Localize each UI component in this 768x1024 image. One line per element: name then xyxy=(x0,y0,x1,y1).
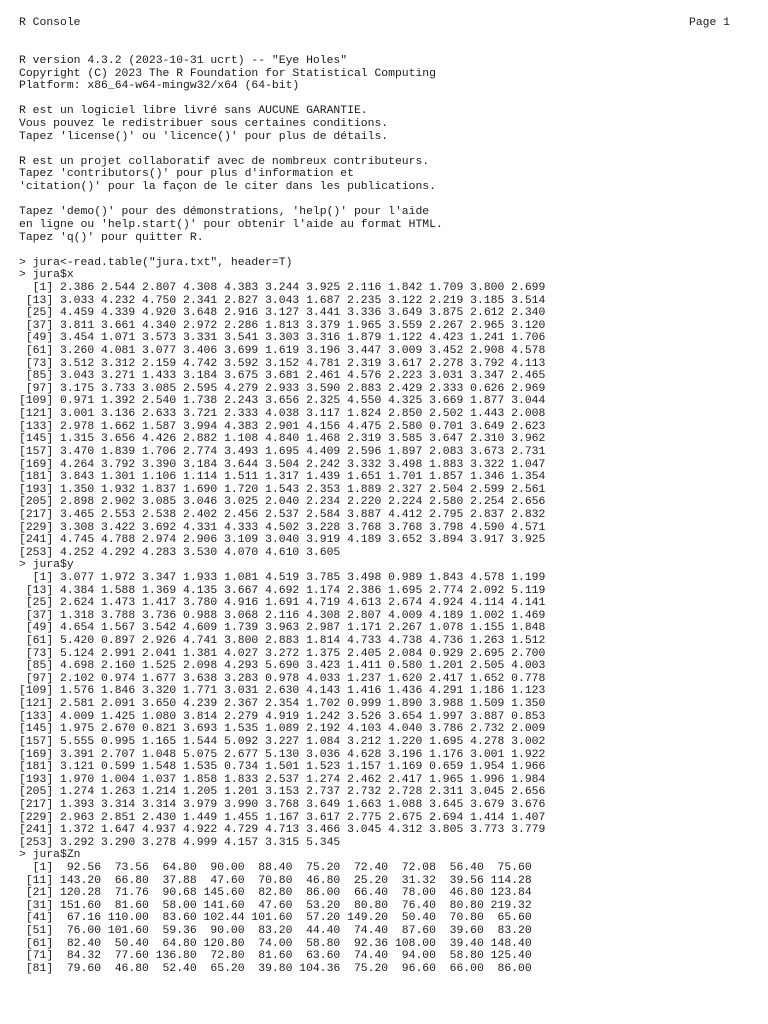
console-line: [169] 3.391 2.707 1.048 5.075 2.677 5.130 3.036 4.628 3.196 1.176 3.001 1.922 xyxy=(19,748,546,761)
console-line xyxy=(19,194,749,207)
console-line: [133] 2.978 1.662 1.587 3.994 4.383 2.901 4.156 4.475 2.580 0.701 3.649 2.623 xyxy=(19,420,546,433)
console-line: [253] 4.252 4.292 4.283 3.530 4.070 4.610 3.605 xyxy=(19,546,341,559)
console-line: [205] 2.898 2.902 3.085 3.046 3.025 2.040 2.234 2.220 2.224 2.580 2.254 2.656 xyxy=(19,496,546,509)
console-line: [217] 3.465 2.553 2.538 2.402 2.456 2.537 2.584 3.887 4.412 2.795 2.837 2.832 xyxy=(19,508,546,521)
console-line: Vous pouvez le redistribuer sous certaines conditions. xyxy=(19,118,389,131)
console-line: [49] 4.654 1.567 3.542 4.609 1.739 3.963 2.987 1.171 2.267 1.078 1.155 1.848 xyxy=(19,622,546,635)
console-line: [49] 3.454 1.071 3.573 3.331 3.541 3.303 3.316 1.879 1.122 4.423 1.241 1.706 xyxy=(19,332,546,345)
console-line: Copyright (C) 2023 The R Foundation for Statistical Computing xyxy=(19,67,436,80)
console-line: Tapez 'contributors()' pour plus d'information et xyxy=(19,168,354,181)
console-line: [41] 67.16 110.00 83.60 102.44 101.60 57.20 149.20 50.40 70.80 65.60 xyxy=(19,912,532,925)
console-line: [193] 1.350 1.932 1.837 1.690 1.720 1.543 2.353 1.889 2.327 2.504 2.599 2.561 xyxy=(19,483,546,496)
console-line: [13] 4.384 1.588 1.369 4.135 3.667 4.692 1.174 2.386 1.695 2.774 2.092 5.119 xyxy=(19,584,546,597)
page-header xyxy=(19,16,730,30)
console-line: [181] 3.843 1.301 1.106 1.114 1.511 1.317 1.439 1.651 1.701 1.857 1.346 1.354 xyxy=(19,471,546,484)
console-line: [81] 79.60 46.80 52.40 65.20 39.80 104.36 75.20 96.60 66.00 86.00 xyxy=(19,962,532,975)
console-line: [205] 1.274 1.263 1.214 1.205 1.201 3.153 2.737 2.732 2.728 2.311 3.045 2.656 xyxy=(19,786,546,799)
console-line: Platform: x86_64-w64-mingw32/x64 (64-bit) xyxy=(19,80,300,93)
console-line: [1] 3.077 1.972 3.347 1.933 1.081 4.519 3.785 3.498 0.989 1.843 4.578 1.199 xyxy=(19,571,546,584)
console-line xyxy=(19,143,749,156)
page-number: Page 1 xyxy=(688,17,730,29)
console-line: [37] 3.811 3.661 4.340 2.972 2.286 1.813 3.379 1.965 3.559 2.267 2.965 3.120 xyxy=(19,319,546,332)
console-line: [157] 5.555 0.995 1.165 1.544 5.092 3.227 1.084 3.212 1.220 1.695 4.278 3.002 xyxy=(19,735,546,748)
console-line: [109] 0.971 1.392 2.540 1.738 2.243 3.656 2.325 4.550 4.325 3.669 1.877 3.044 xyxy=(19,395,546,408)
console-line: Tapez 'demo()' pour des démonstrations, 'help()' pour l'aide xyxy=(19,206,430,219)
console-line: [121] 2.581 2.091 3.650 4.239 2.367 2.354 1.702 0.999 1.890 3.988 1.509 1.350 xyxy=(19,698,546,711)
console-line: [61] 82.40 50.40 64.80 120.80 74.00 58.80 92.36 108.00 39.40 148.40 xyxy=(19,937,532,950)
console-line: [97] 3.175 3.733 3.085 2.595 4.279 2.933 3.590 2.883 2.429 2.333 0.626 2.969 xyxy=(19,382,546,395)
console-line: [241] 4.745 4.788 2.974 2.906 3.109 3.040 3.919 4.189 3.652 3.894 3.917 3.925 xyxy=(19,534,546,547)
console-line: [31] 151.60 81.60 58.00 141.60 47.60 53.20 80.80 76.40 80.80 219.32 xyxy=(19,899,532,912)
console-line: [25] 4.459 4.339 4.920 3.648 2.916 3.127 3.441 3.336 3.649 3.875 2.612 2.340 xyxy=(19,307,546,320)
console-line: [121] 3.001 3.136 2.633 3.721 2.333 4.038 3.117 1.824 2.850 2.502 1.443 2.008 xyxy=(19,408,546,421)
console-line: [1] 92.56 73.56 64.80 90.00 88.40 75.20 72.40 72.08 56.40 75.60 xyxy=(19,862,532,874)
console-line: [169] 4.264 3.792 3.390 3.184 3.644 3.504 2.242 3.332 3.498 1.883 3.322 1.047 xyxy=(19,458,546,471)
console-line: [37] 1.318 3.788 3.736 0.988 3.068 2.116 4.308 2.807 4.009 4.189 1.002 1.469 xyxy=(19,609,546,622)
console-line: [51] 76.00 101.60 59.36 90.00 83.20 44.40 74.40 87.60 39.60 83.20 xyxy=(19,925,532,938)
console-line: R est un projet collaboratif avec de nombreux contributeurs. xyxy=(19,155,430,168)
console-line: Tapez 'license()' ou 'licence()' pour plus de détails. xyxy=(19,130,389,143)
console-line: [229] 2.963 2.851 2.430 1.449 1.455 1.167 3.617 2.775 2.675 2.694 1.414 1.407 xyxy=(19,811,546,824)
console-line: [73] 5.124 2.991 2.041 1.381 4.027 3.272 1.375 2.405 2.084 0.929 2.695 2.700 xyxy=(19,647,546,660)
console-line: [217] 1.393 3.314 3.314 3.979 3.990 3.768 3.649 1.663 1.088 3.645 3.679 3.676 xyxy=(19,798,546,811)
console-line: [71] 84.32 77.60 136.80 72.80 81.60 63.60 74.40 94.00 58.80 125.40 xyxy=(19,950,532,963)
console-line: > jura$Zn xyxy=(19,849,81,862)
console-line: R version 4.3.2 (2023-10-31 ucrt) -- "Eye Holes" xyxy=(19,55,348,67)
console-line: [145] 1.975 2.670 0.821 3.693 1.535 1.089 2.192 4.103 4.040 3.786 2.732 2.009 xyxy=(19,723,546,736)
console-line: Tapez 'q()' pour quitter R. xyxy=(19,231,204,244)
console-output xyxy=(19,55,749,975)
console-line: [133] 4.009 1.425 1.080 3.814 2.279 4.919 1.242 3.526 3.654 1.997 3.887 0.853 xyxy=(19,710,546,723)
console-line: 'citation()' pour la façon de le citer dans les publications. xyxy=(19,181,436,194)
console-line: [13] 3.033 4.232 4.750 2.341 2.827 3.043 1.687 2.235 3.122 2.219 3.185 3.514 xyxy=(19,294,546,307)
console-line: [193] 1.970 1.004 1.037 1.858 1.833 2.537 1.274 2.462 2.417 1.965 1.996 1.984 xyxy=(19,773,546,786)
console-line: [253] 3.292 3.290 3.278 4.999 4.157 3.315 5.345 xyxy=(19,836,341,849)
console-line: [229] 3.308 3.422 3.692 4.331 4.333 4.502 3.228 3.768 3.768 3.798 4.590 4.571 xyxy=(19,521,546,534)
console-line: [25] 2.624 1.473 1.417 3.780 4.916 1.691 4.719 4.613 2.674 4.924 4.114 4.141 xyxy=(19,597,546,610)
console-line: [145] 1.315 3.656 4.426 2.882 1.108 4.840 1.468 2.319 3.585 3.647 2.310 3.962 xyxy=(19,433,546,446)
console-line: [73] 3.512 3.312 2.159 4.742 3.592 3.152 4.781 2.319 3.617 2.278 3.792 4.113 xyxy=(19,357,546,370)
console-line: [61] 3.260 4.081 3.077 3.406 3.699 1.619 3.196 3.447 3.009 3.452 2.908 4.578 xyxy=(19,345,546,358)
console-line: > jura$x xyxy=(19,269,74,282)
console-line: en ligne ou 'help.start()' pour obtenir l'aide au format HTML. xyxy=(19,218,443,231)
console-line: [1] 2.386 2.544 2.807 4.308 4.383 3.244 3.925 2.116 1.842 1.709 3.800 2.699 xyxy=(19,281,546,294)
console-line: [97] 2.102 0.974 1.677 3.638 3.283 0.978 4.033 1.237 1.620 2.417 1.652 0.778 xyxy=(19,672,546,685)
console-line: [21] 120.28 71.76 90.68 145.60 82.80 86.00 66.40 78.00 46.80 123.84 xyxy=(19,887,532,900)
console-line: > jura<-read.table("jura.txt", header=T) xyxy=(19,256,293,269)
console-line: [109] 1.576 1.846 3.320 1.771 3.031 2.630 4.143 1.416 1.436 4.291 1.186 1.123 xyxy=(19,685,546,698)
console-line: [241] 1.372 1.647 4.937 4.922 4.729 4.713 3.466 3.045 4.312 3.805 3.773 3.779 xyxy=(19,824,546,837)
console-line: [61] 5.420 0.897 2.926 4.741 3.800 2.883 1.814 4.733 4.738 4.736 1.263 1.512 xyxy=(19,635,546,648)
console-line xyxy=(19,244,749,257)
console-line: R est un logiciel libre livré sans AUCUNE GARANTIE. xyxy=(19,105,368,118)
console-line: [181] 3.121 0.599 1.548 1.535 0.734 1.501 1.523 1.157 1.169 0.659 1.954 1.966 xyxy=(19,761,546,774)
console-line: > jura$y xyxy=(19,559,74,572)
document-title: R Console xyxy=(19,17,81,29)
console-line: [11] 143.20 66.80 37.88 47.60 70.80 46.80 25.20 31.32 39.56 114.28 xyxy=(19,874,532,887)
console-line: [157] 3.470 1.839 1.706 2.774 3.493 1.695 4.409 2.596 1.897 2.083 3.673 2.731 xyxy=(19,445,546,458)
console-line: [85] 4.698 2.160 1.525 2.098 4.293 5.690 3.423 1.411 0.580 1.201 2.505 4.003 xyxy=(19,660,546,673)
console-line: [85] 3.043 3.271 1.433 3.184 3.675 3.681 2.461 4.576 2.223 3.031 3.347 2.465 xyxy=(19,370,546,383)
console-line xyxy=(19,93,749,106)
